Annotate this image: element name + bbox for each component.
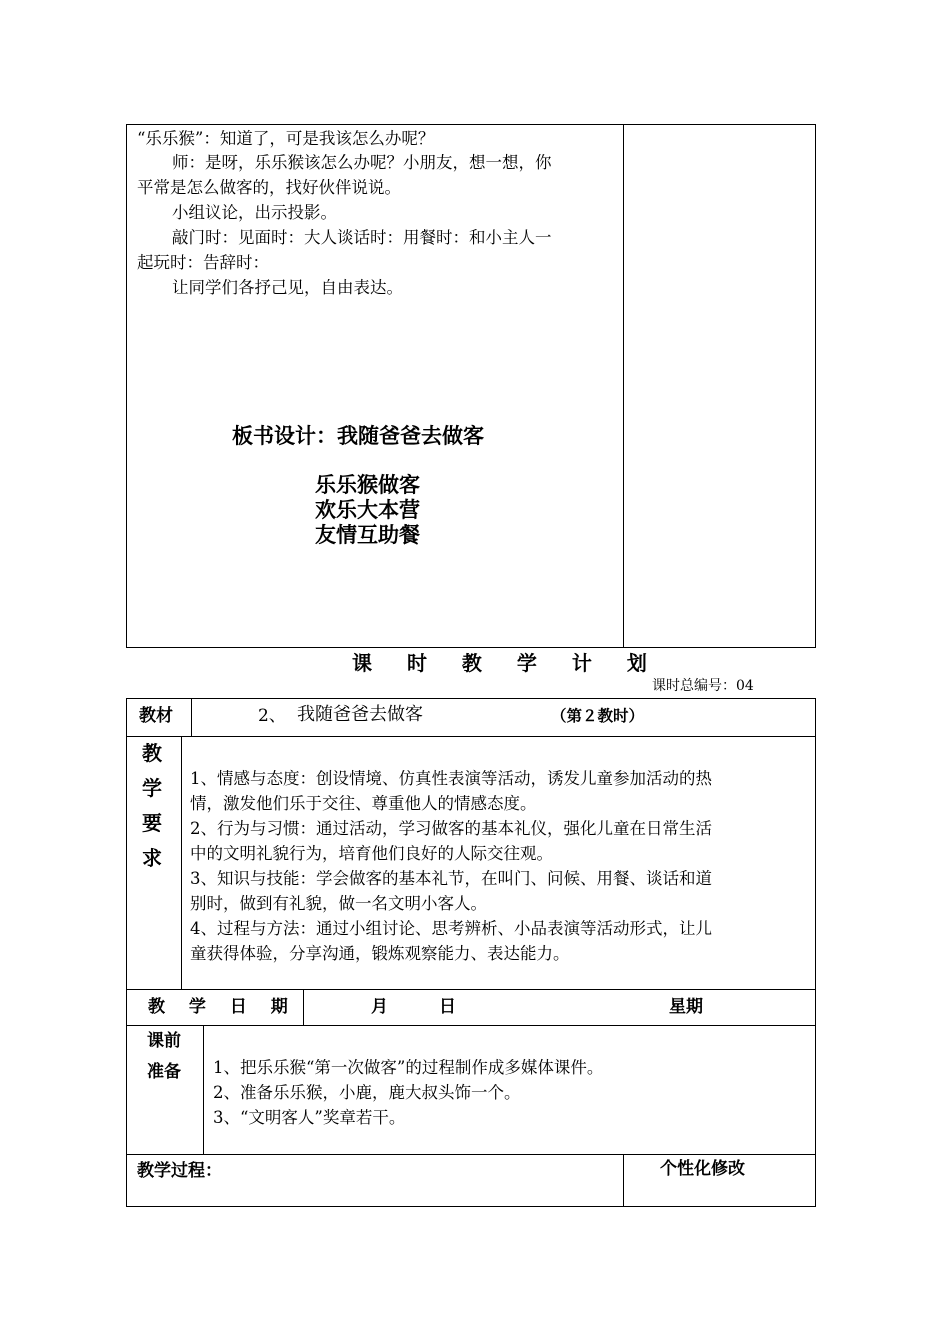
board-item: 友情互助餐 bbox=[315, 523, 420, 547]
teaching-process-label: 教学过程： bbox=[137, 1161, 222, 1181]
dialogue-line: “乐乐猴”：知道了，可是我该怎么办呢？ bbox=[137, 129, 435, 148]
material-number: 2、 bbox=[258, 706, 286, 726]
material-label: 教材 bbox=[139, 706, 173, 726]
preparation-label: 课前 准备 bbox=[147, 1031, 181, 1082]
dialogue-line: 让同学们各抒己见，自由表达。 bbox=[172, 278, 403, 297]
requirement-line: 童获得体验，分享沟通，锻炼观察能力、表达能力。 bbox=[190, 944, 570, 963]
weekday-label: 星期 bbox=[669, 997, 703, 1017]
teaching-date-label: 教 学 日 期 bbox=[148, 997, 297, 1017]
requirements-label: 教 学 要 求 bbox=[142, 741, 162, 870]
plan-title: 课 时 教 学 计 划 bbox=[352, 651, 661, 675]
board-item: 欢乐大本营 bbox=[315, 498, 420, 522]
requirement-line: 情，激发他们乐于交往、尊重他人的情感态度。 bbox=[190, 794, 537, 813]
requirement-line: 别时，做到有礼貌，做一名文明小客人。 bbox=[190, 894, 487, 913]
month-label: 月 bbox=[371, 997, 388, 1017]
personalized-edit-label: 个性化修改 bbox=[660, 1159, 745, 1179]
requirement-line: 1、情感与态度：创设情境、仿真性表演等活动，诱发儿童参加活动的热 bbox=[190, 769, 712, 788]
preparation-line: 3、“文明客人”奖章若干。 bbox=[213, 1108, 406, 1127]
day-label: 日 bbox=[439, 997, 456, 1017]
preparation-line: 1、把乐乐猴“第一次做客”的过程制作成多媒体课件。 bbox=[213, 1058, 604, 1077]
dialogue-line: 平常是怎么做客的，找好伙伴说说。 bbox=[137, 178, 401, 197]
material-period: （第２教时） bbox=[551, 707, 645, 725]
preparation-line: 2、准备乐乐猴，小鹿，鹿大叔头饰一个。 bbox=[213, 1083, 521, 1102]
dialogue-line: 师：是呀，乐乐猴该怎么办呢？小朋友，想一想，你 bbox=[172, 153, 552, 172]
lesson-number: 课时总编号：04 bbox=[652, 678, 754, 694]
requirement-line: 3、知识与技能：学会做客的基本礼节，在叫门、问候、用餐、谈话和道 bbox=[190, 869, 712, 888]
board-design-title: 板书设计：我随爸爸去做客 bbox=[232, 424, 484, 448]
dialogue-line: 起玩时：告辞时： bbox=[137, 253, 269, 272]
dialogue-line: 敲门时：见面时：大人谈话时：用餐时：和小主人一 bbox=[172, 228, 552, 247]
requirement-line: 4、过程与方法：通过小组讨论、思考辨析、小品表演等活动形式，让儿 bbox=[190, 919, 712, 938]
dialogue-line: 小组议论，出示投影。 bbox=[172, 203, 337, 222]
material-name: 我随爸爸去做客 bbox=[297, 704, 423, 725]
board-item: 乐乐猴做客 bbox=[315, 473, 420, 497]
requirement-line: 2、行为与习惯：通过活动，学习做客的基本礼仪，强化儿童在日常生活 bbox=[190, 819, 712, 838]
upper-table bbox=[0, 0, 950, 660]
requirement-line: 中的文明礼貌行为，培育他们良好的人际交往观。 bbox=[190, 844, 553, 863]
